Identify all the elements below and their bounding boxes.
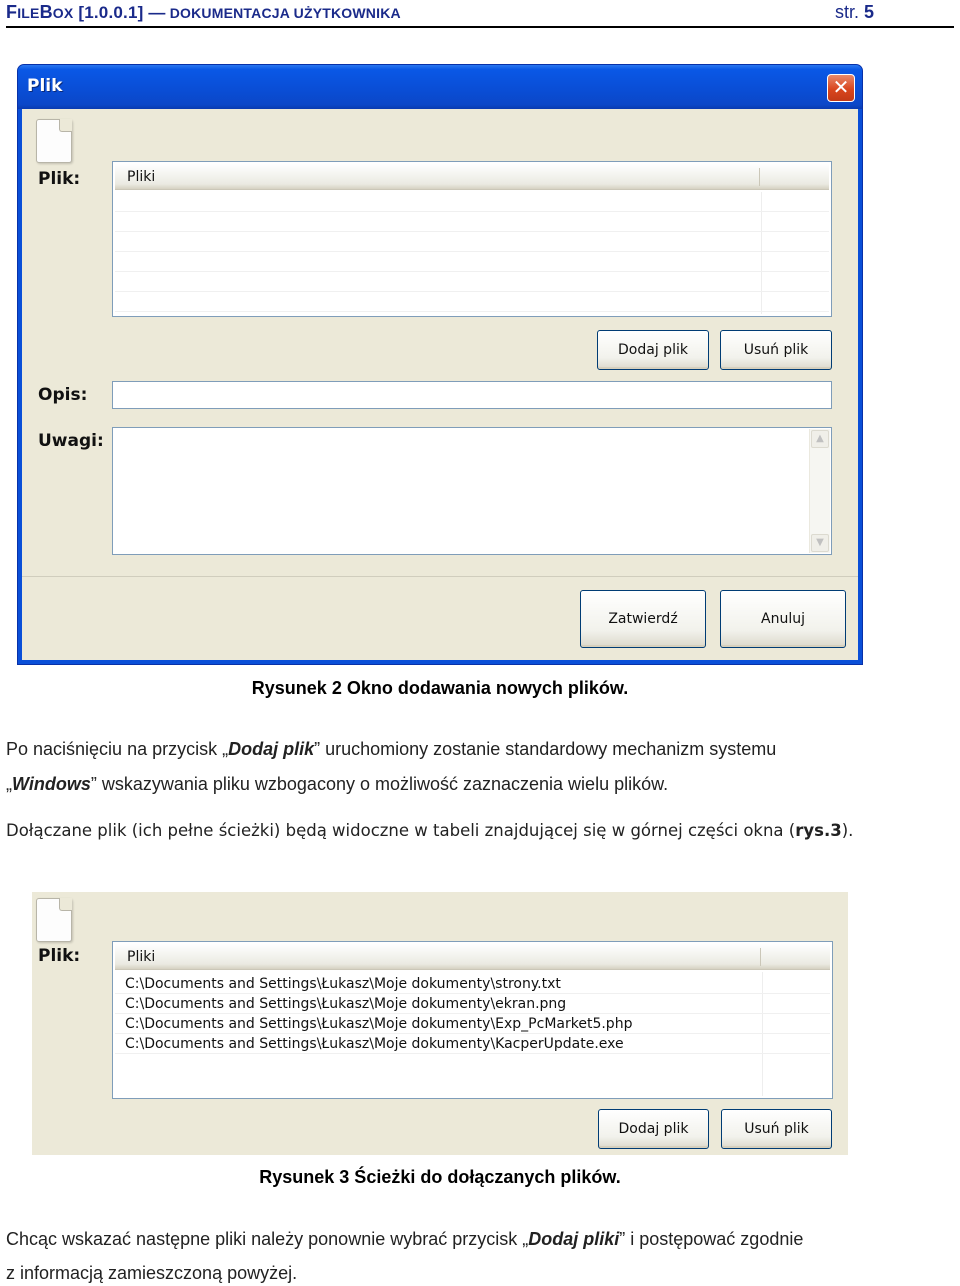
file-row[interactable]: C:\Documents and Settings\Łukasz\Moje dokumenty\strony.txt <box>115 974 830 994</box>
figure-3-panel <box>32 892 848 1155</box>
file-icon <box>36 119 72 163</box>
empty-row <box>115 232 829 252</box>
cancel-button[interactable]: Anuluj <box>720 590 846 648</box>
figure-2-caption: Rysunek 2 Okno dodawania nowych plików. <box>251 678 629 698</box>
add-file-button[interactable]: Dodaj plik <box>598 1109 709 1149</box>
empty-row <box>115 192 829 212</box>
empty-row <box>115 212 829 232</box>
listview-rows <box>115 974 830 1096</box>
label-plik: Plik: <box>38 169 81 189</box>
file-row[interactable]: C:\Documents and Settings\Łukasz\Moje dokumenty\ekran.png <box>115 994 830 1014</box>
confirm-button[interactable]: Zatwierdź <box>580 590 706 648</box>
close-icon: ✕ <box>832 75 850 99</box>
label-plik: Plik: <box>38 946 81 966</box>
paragraph-add-file-1: Po naciśnięciu na przycisk „Dodaj plik” uruchomiony zostanie standardowy mechanizm systemu <box>6 739 777 759</box>
window-client-area <box>22 109 858 660</box>
file-row[interactable]: C:\Documents and Settings\Łukasz\Moje dokumenty\Exp_PcMarket5.php <box>115 1014 830 1034</box>
app-version: [1.0.0.1] <box>73 3 149 22</box>
column-separator[interactable] <box>760 948 761 966</box>
plik-dialog-window <box>17 64 863 665</box>
column-separator[interactable] <box>759 168 760 186</box>
page-header <box>6 0 954 28</box>
empty-row <box>115 252 829 272</box>
paragraph-attached-files: Dołączane plik (ich pełne ścieżki) będą widoczne w tabeli znajdującej się w górnej części okna (rys.3). <box>6 821 854 840</box>
label-uwagi: Uwagi: <box>38 431 104 451</box>
remove-file-button[interactable]: Usuń plik <box>720 330 832 370</box>
doc-type: DOKUMENTACJA UŻYTKOWNIKA <box>165 5 401 21</box>
remove-file-button[interactable]: Usuń plik <box>721 1109 832 1149</box>
empty-row <box>115 272 829 292</box>
label-opis: Opis: <box>38 385 88 405</box>
uwagi-scrollbar[interactable] <box>809 429 830 553</box>
paragraph-next-files-2: z informacją zamieszczoną powyżej. <box>6 1263 298 1283</box>
scroll-down-button[interactable] <box>811 534 829 552</box>
window-title: Plik <box>27 76 63 96</box>
arrow-down-icon: ▼ <box>816 537 824 548</box>
scroll-up-button[interactable] <box>811 430 829 448</box>
file-icon <box>36 898 72 942</box>
files-listview[interactable] <box>112 161 832 317</box>
listview-header-pliki[interactable]: Pliki <box>115 944 830 970</box>
page-number: str. 5 <box>834 2 874 22</box>
files-listview[interactable] <box>112 941 833 1099</box>
arrow-up-icon: ▲ <box>816 433 824 444</box>
figure-3-caption: Rysunek 3 Ścieżki do dołączanych plików. <box>259 1167 621 1187</box>
empty-row <box>115 292 829 312</box>
document-title: FILEBOX [1.0.0.1] — DOKUMENTACJA UŻYTKOWNIKA <box>6 2 401 22</box>
window-titlebar[interactable] <box>18 65 862 109</box>
opis-input[interactable] <box>112 381 832 409</box>
paragraph-next-files-1: Chcąc wskazać następne pliki należy ponownie wybrać przycisk „Dodaj pliki” i postępować zgodnie <box>6 1229 804 1249</box>
close-button[interactable] <box>827 74 855 102</box>
file-row[interactable]: C:\Documents and Settings\Łukasz\Moje dokumenty\KacperUpdate.exe <box>115 1034 830 1054</box>
add-file-button[interactable]: Dodaj plik <box>597 330 709 370</box>
uwagi-textarea[interactable] <box>112 427 832 555</box>
paragraph-add-file-2: „Windows” wskazywania pliku wzbogacony o możliwość zaznaczenia wielu plików. <box>6 774 669 794</box>
listview-header-pliki[interactable]: Pliki <box>115 164 829 190</box>
listview-rows <box>115 192 829 314</box>
form-area <box>22 109 858 577</box>
